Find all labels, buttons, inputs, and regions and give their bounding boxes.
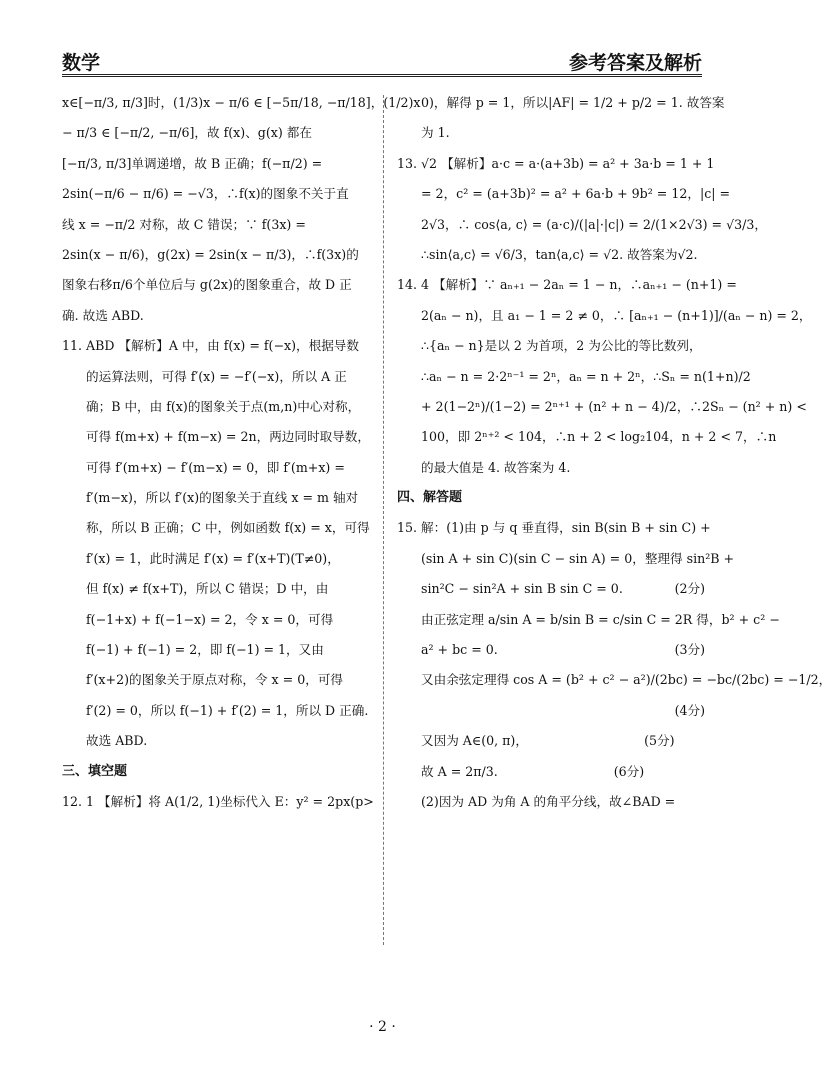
text-line: (2)因为 AD 为角 A 的角平分线，故∠BAD = [421,793,676,809]
text-line: ∴{aₙ − n}是以 2 为首项，2 为公比的等比数列， [421,338,702,354]
text-line: 故选 ABD. [86,733,148,749]
text-line: 确. 故选 ABD. [62,307,144,323]
left-column [62,88,421,817]
text-line: f′(x+2)的图象关于原点对称，令 x = 0，可得 [86,672,344,688]
page-header [62,44,702,77]
subject-label: 数学 [62,52,101,74]
text-line: 故 A = 2π/3. (6分) [397,757,705,787]
text-line: sin²C − sin²A + sin B sin C = 0. (2分) [397,574,705,604]
score-5: (5分) [644,733,675,749]
text-line: f(−1) + f(−1) = 2，即 f(−1) = 1，又由 [86,642,324,658]
text-line: 但 f(x) ≠ f(x+T)，所以 C 错误；D 中，由 [86,581,329,597]
text-line: [−π/3, π/3]单调递增，故 B 正确；f(−π/2) = [62,155,323,171]
text-line: 由正弦定理 a/sin A = b/sin B = c/sin C = 2R 得，b² + c² − [421,611,780,627]
score-4: (4分) [674,702,705,718]
text-line: − π/3 ∈ [−π/2, −π/6]，故 f(x)、g(x) 都在 [62,125,312,141]
text-line: 2sin(−π/6 − π/6) = −√3，∴f(x)的图象不关于直 [62,186,349,202]
score-6: (6分) [613,763,645,779]
text-line: 为 1. [421,125,450,141]
text-line: a² + bc = 0. (3分) [397,635,705,665]
text-line [397,696,705,726]
text-line: (sin A + sin C)(sin C − sin A) = 0，整理得 sin²B + [421,550,735,566]
question-14-start: 14. 4 【解析】∵ aₙ₊₁ − 2aₙ = 1 − n，∴aₙ₊₁ − (n+1) = [397,277,737,293]
header-title: 参考答案及解析 [568,52,702,74]
text-line: f′(m−x)，所以 f′(x)的图象关于直线 x = m 轴对 [86,490,359,506]
text-line: + 2(1−2ⁿ)/(1−2) = 2ⁿ⁺¹ + (n² + n − 4)/2，∴2Sₙ − (n² + n) < [421,398,807,414]
text-line: 2√3，∴ cos⟨a, c⟩ = (a·c)/(|a|·|c|) = 2/(1×2√3) = √3/3， [421,216,767,232]
text-line: x∈[−π/3, π/3]时，(1/3)x − π/6 ∈ [−5π/18, −π/18]，(1/2)x [62,95,421,110]
text-line: 确；B 中，由 f(x)的图象关于点(m,n)中心对称， [86,398,361,414]
text-line: f′(2) = 0，所以 f(−1) + f′(2) = 1，所以 D 正确. [86,702,369,718]
text-line: 的运算法则，可得 f′(x) = −f′(−x)，所以 A 正 [86,368,347,384]
text-line: 2(aₙ − n)，且 a₁ − 1 = 2 ≠ 0，∴ [aₙ₊₁ − (n+1)]/(aₙ − n) = 2， [421,307,812,323]
text-line: 0)，解得 p = 1，所以|AF| = 1/2 + p/2 = 1. 故答案 [421,95,725,110]
question-13-start: 13. √2 【解析】a·c = a·(a+3b) = a² + 3a·b = 1 + 1 [397,155,715,171]
text-line: = 2，c² = (a+3b)² = a² + 6a·b + 9b² = 12，|c| = [421,186,731,202]
text-line: 2sin(x − π/6)，g(2x) = 2sin(x − π/3)，∴f(3x)的 [62,246,359,262]
text-line: 100，即 2ⁿ⁺² < 104，∴n + 2 < log₂104，n + 2 < 7，∴n [421,429,777,445]
section-heading-fill-in: 三、填空题 [62,763,128,779]
text-line: f(−1+x) + f(−1−x) = 2，令 x = 0，可得 [86,611,334,627]
section-heading-solutions: 四、解答题 [397,490,463,506]
text-line: 称，所以 B 正确；C 中，例如函数 f(x) = x，可得 [86,520,370,536]
page-number: · 2 · [369,1019,396,1035]
text-line: ∴aₙ − n = 2·2ⁿ⁻¹ = 2ⁿ，aₙ = n + 2ⁿ，∴Sₙ = n(1+n)/2 [421,368,751,384]
question-15-start: 15. 解：(1)由 p 与 q 垂直得，sin B(sin B + sin C) + [397,520,711,536]
text-line: f′(x) = 1，此时满足 f′(x) = f′(x+T)(T≠0)， [86,550,340,566]
text-line: 图象右移π/6个单位后与 g(2x)的图象重合，故 D 正 [62,277,352,293]
right-column [397,88,831,817]
score-2: (2分) [674,581,705,597]
text-line: 线 x = −π/2 对称，故 C 错误；∵ f(3x) = [62,216,306,232]
score-3: (3分) [674,642,705,658]
text-line: 可得 f(m+x) + f(m−x) = 2n，两边同时取导数， [86,429,370,445]
text-line: 的最大值是 4. 故答案为 4. [421,459,571,475]
text-line: 又因为 A∈(0, π)， (5分) [397,726,705,756]
question-12-start: 12. 1 【解析】将 A(1/2, 1)坐标代入 E：y² = 2px(p> [62,793,374,809]
text-line: 又由余弦定理得 cos A = (b² + c² − a²)/(2bc) = −bc/(2bc) = −1/2， [421,672,831,688]
question-11-start: 11. ABD 【解析】A 中，由 f(x) = f(−x)，根据导数 [62,338,359,354]
text-line: ∴sin⟨a,c⟩ = √6/3，tan⟨a,c⟩ = √2. 故答案为√2. [421,246,698,262]
text-line: 可得 f′(m+x) − f′(m−x) = 0，即 f′(m+x) = [86,459,345,475]
